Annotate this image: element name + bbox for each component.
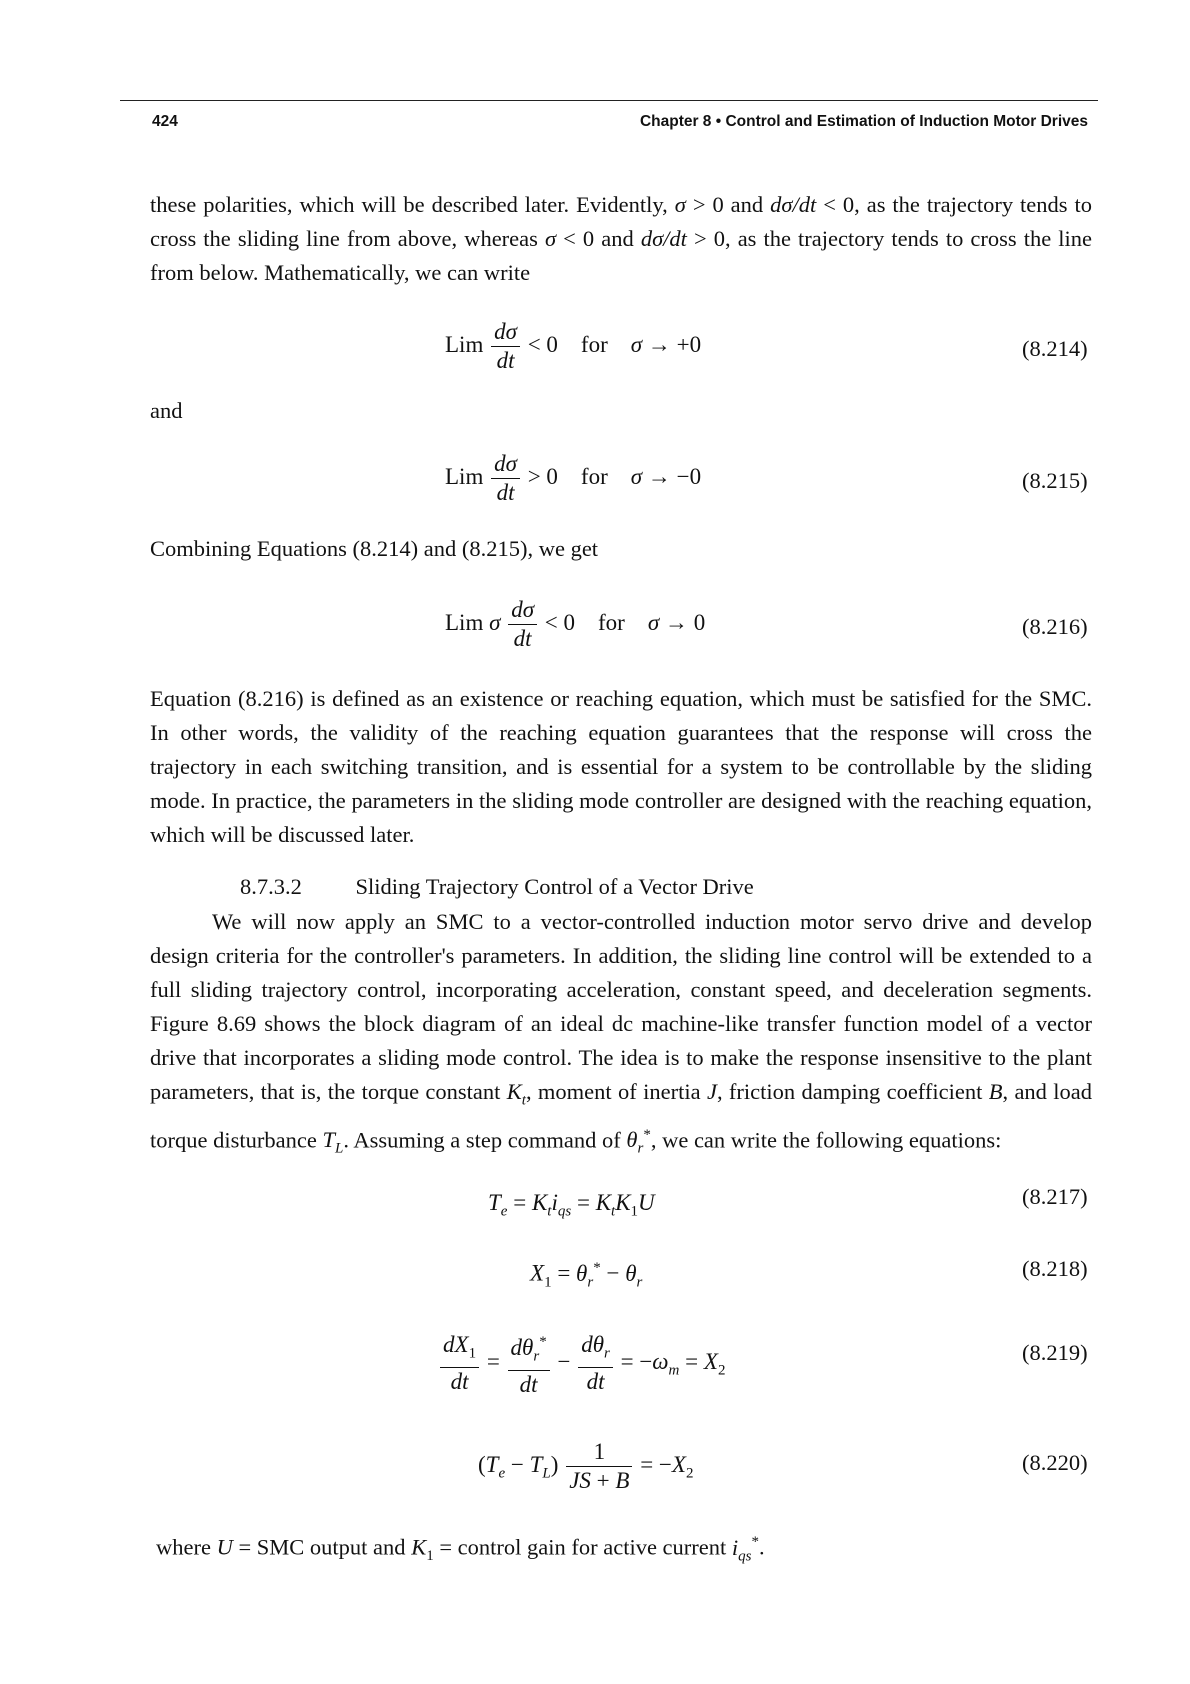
paragraph-reaching-equation: Equation (8.216) is defined as an existence or reaching equation, which must be satisfied for the SMC. In other words, the validity of the reaching equation guarantees that the response will cross the trajectory in each switching transition, and is essential for a system to be controllable by the sliding mode. In practice, the parameters in the sliding mode controller are designed with the reaching equation, which will be discussed later. — [150, 686, 1092, 847]
page-number: 424 — [152, 113, 178, 130]
text-where: where U = SMC output and $K_1$ = control gain for active current $i_{qs}^*$. — [156, 1534, 765, 1564]
equation-8-218: $X_1 = \theta_r^* - \theta_r$ — [530, 1260, 643, 1291]
equation-number: (8.219) — [1022, 1340, 1088, 1365]
section-number: 8.7.3.2 — [240, 874, 302, 899]
equation-8-214: Lim $\frac{d\sigma}{dt}$ < 0 for σ → +0 — [445, 319, 702, 373]
equation-8-216: Lim σ $\frac{d\sigma}{dt}$ < 0 for σ → 0 — [445, 597, 706, 651]
equation-8-217: $T_e = K_ti_{qs} = K_tK_1U$ — [488, 1190, 655, 1220]
equation-number: (8.218) — [1022, 1256, 1088, 1281]
page-header — [120, 100, 1098, 130]
equation-8-215: Lim $\frac{d\sigma}{dt}$ > 0 for σ → −0 — [445, 451, 702, 505]
section-title: Sliding Trajectory Control of a Vector Drive — [355, 874, 754, 899]
equation-number: (8.215) — [1022, 468, 1088, 493]
text-combining: Combining Equations (8.214) and (8.215), we get — [150, 536, 599, 561]
equation-number: (8.214) — [1022, 336, 1088, 361]
text-and: and — [150, 398, 183, 423]
equation-number: (8.217) — [1022, 1184, 1088, 1209]
equation-number: (8.216) — [1022, 614, 1088, 639]
paragraph-polarities: these polarities, which will be described later. Evidently, σ > 0 and dσ/dt < 0, as the trajectory tends to cross the sliding line from above, whereas σ < 0 and dσ/dt > 0, as the trajectory tends to cross the line from below. Mathematically, we can write — [150, 192, 1093, 285]
equation-8-219: $\frac{dX_1}{dt}$ = $\frac{d\theta_r^*}{dt}$ − $\frac{d\theta_r}{dt}$ = $-\omega_m = X_2$ — [438, 1328, 725, 1399]
equation-number: (8.220) — [1022, 1450, 1088, 1475]
section-heading — [240, 874, 754, 900]
chapter-title: Chapter 8 • Control and Estimation of Induction Motor Drives — [639, 113, 1088, 130]
equation-8-220: $(T_e - T_L)$ $\frac{1}{JS + B}$ = $-X_2$ — [478, 1439, 694, 1493]
paragraph-vector-drive: We will now apply an SMC to a vector-controlled induction motor servo drive and develop design criteria for the controller's parameters. In addition, the sliding line control will be extended to a full sliding trajectory control, incorporating acceleration, constant speed, and deceleration segments. Figure 8.69 shows the block diagram of an ideal dc machine-like transfer function model of a vector drive that incorporates a sliding mode control. The idea is to make the response insensitive to the plant parameters, that is, the torque constant $K_t$, moment of inertia J, friction damping coefficient B, and load torque disturbance $T_L$. Assuming a step command of $\theta_r^*$, we can write the following equations: — [150, 909, 1093, 1157]
